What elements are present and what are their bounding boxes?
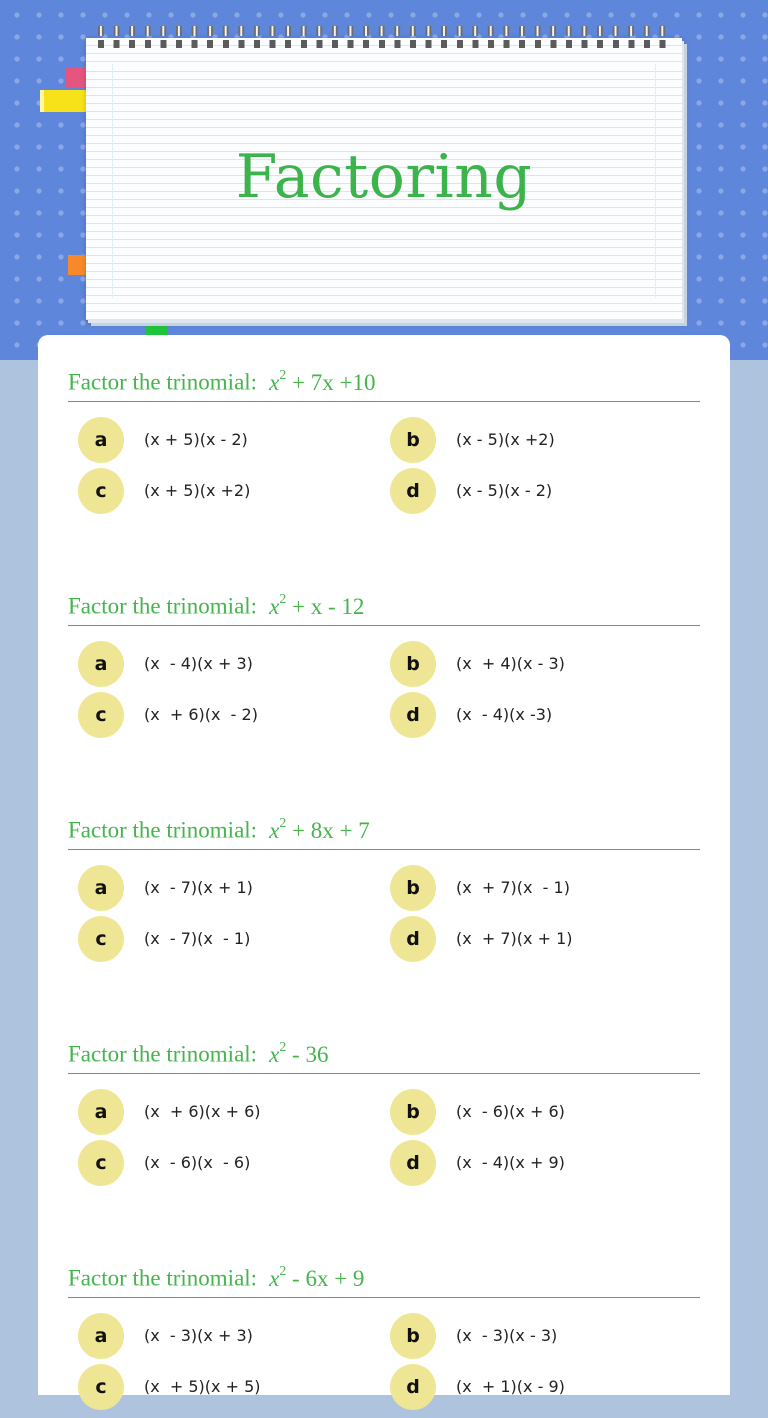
option-b[interactable] [380,865,680,911]
answer-options [68,626,700,746]
option-b[interactable] [380,641,680,687]
option-d[interactable] [380,916,680,962]
question-expression: $x^2 + x - 12$ [269,592,365,619]
option-letter-badge: b [390,641,436,687]
question-title [68,803,700,850]
option-answer: (x + 7)(x + 1) [456,929,573,948]
option-letter-badge: a [78,1089,124,1135]
question-expression: $x^2 + 7x +10$ [269,368,376,395]
option-b[interactable] [380,1089,680,1135]
option-a[interactable] [68,1313,368,1359]
option-letter-badge: d [390,1140,436,1186]
question-prompt: Factor the trinomial: [68,817,258,843]
option-answer: (x - 5)(x +2) [456,430,555,449]
question-title [68,1027,700,1074]
option-answer: (x - 6)(x + 6) [456,1102,565,1121]
option-answer: (x - 5)(x - 2) [456,481,553,500]
option-letter-badge: a [78,641,124,687]
option-letter-badge: d [390,692,436,738]
option-letter-badge: a [78,865,124,911]
option-answer: (x + 5)(x +2) [144,481,251,500]
spiral-holes [98,40,670,48]
option-letter-badge: c [78,468,124,514]
answer-options [68,402,700,522]
question-expression: $x^2 - 6x + 9$ [269,1264,365,1291]
option-answer: (x + 1)(x - 9) [456,1377,565,1396]
option-a[interactable] [68,641,368,687]
option-c[interactable] [68,1364,368,1410]
option-b[interactable] [380,1313,680,1359]
option-letter-badge: b [390,1313,436,1359]
question-4 [68,1027,700,1194]
question-prompt: Factor the trinomial: [68,1265,258,1291]
question-5 [68,1251,700,1418]
option-answer: (x - 3)(x + 3) [144,1326,253,1345]
option-answer: (x - 4)(x -3) [456,705,553,724]
option-a[interactable] [68,1089,368,1135]
option-letter-badge: d [390,1364,436,1410]
answer-options [68,1298,700,1418]
question-expression: $x^2 + 8x + 7$ [269,816,370,843]
option-answer: (x - 7)(x + 1) [144,878,253,897]
option-letter-badge: c [78,916,124,962]
option-d[interactable] [380,692,680,738]
option-c[interactable] [68,916,368,962]
header-banner [0,0,768,360]
question-title [68,355,700,402]
question-title [68,579,700,626]
option-a[interactable] [68,865,368,911]
yellow-tab-decoration [40,90,92,112]
option-d[interactable] [380,1364,680,1410]
option-c[interactable] [68,468,368,514]
option-letter-badge: d [390,916,436,962]
worksheet-card [38,335,730,1398]
option-answer: (x + 6)(x + 6) [144,1102,261,1121]
option-letter-badge: c [78,1364,124,1410]
option-letter-badge: c [78,1140,124,1186]
question-prompt: Factor the trinomial: [68,369,258,395]
question-prompt: Factor the trinomial: [68,593,258,619]
option-letter-badge: c [78,692,124,738]
option-letter-badge: a [78,1313,124,1359]
option-answer: (x + 4)(x - 3) [456,654,565,673]
option-b[interactable] [380,417,680,463]
option-answer: (x - 4)(x + 3) [144,654,253,673]
option-answer: (x - 4)(x + 9) [456,1153,565,1172]
option-c[interactable] [68,1140,368,1186]
option-letter-badge: d [390,468,436,514]
answer-options [68,1074,700,1194]
option-letter-badge: b [390,865,436,911]
question-1 [68,355,700,522]
notebook-illustration [86,38,682,320]
option-d[interactable] [380,468,680,514]
option-answer: (x + 6)(x - 2) [144,705,258,724]
question-expression: $x^2 - 36$ [269,1040,329,1067]
question-2 [68,579,700,746]
question-3 [68,803,700,970]
option-a[interactable] [68,417,368,463]
question-prompt: Factor the trinomial: [68,1041,258,1067]
option-answer: (x - 7)(x - 1) [144,929,251,948]
option-c[interactable] [68,692,368,738]
question-title [68,1251,700,1298]
option-letter-badge: a [78,417,124,463]
option-answer: (x + 5)(x - 2) [144,430,248,449]
option-answer: (x - 6)(x - 6) [144,1153,251,1172]
option-answer: (x - 3)(x - 3) [456,1326,558,1345]
answer-options [68,850,700,970]
option-letter-badge: b [390,1089,436,1135]
option-letter-badge: b [390,417,436,463]
option-answer: (x + 5)(x + 5) [144,1377,261,1396]
option-d[interactable] [380,1140,680,1186]
option-answer: (x + 7)(x - 1) [456,878,570,897]
page-title: Factoring [235,142,533,212]
